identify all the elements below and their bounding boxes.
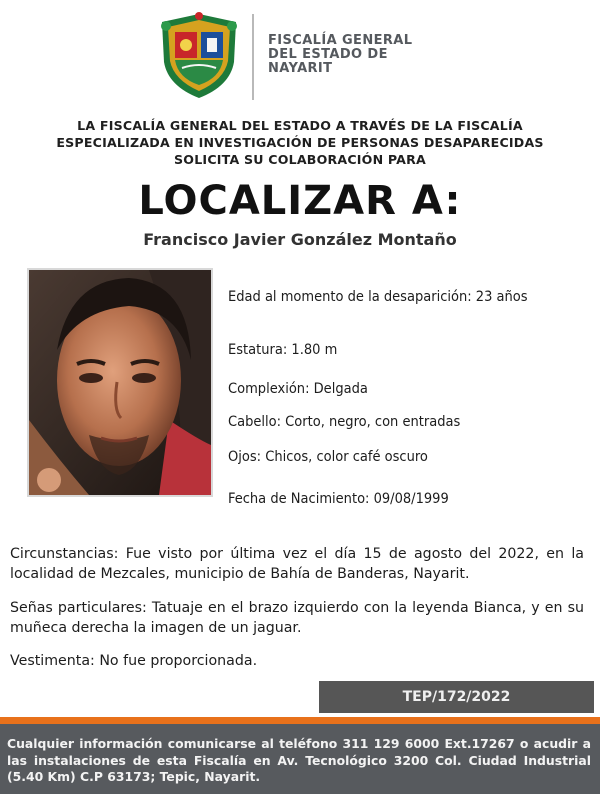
- agency-line: NAYARIT: [268, 61, 333, 76]
- intro-line: SOLICITA SU COLABORACIÓN PARA: [174, 152, 426, 167]
- case-number: TEP/172/2022: [319, 681, 594, 713]
- agency-line: FISCALÍA GENERAL: [268, 33, 413, 48]
- header-divider: [252, 14, 254, 100]
- intro-line: LA FISCALÍA GENERAL DEL ESTADO A TRAVÉS DE LA FISCALÍA: [77, 118, 523, 133]
- clothing: Vestimenta: No fue proporcionada.: [10, 653, 258, 669]
- fact-build: Complexión: Delgada: [228, 381, 368, 397]
- agency-line: DEL ESTADO DE: [268, 47, 388, 62]
- distinguishing-marks: Señas particulares: Tatuaje en el brazo izquierdo con la leyenda Bianca, y en su muñeca derecha la imagen de un jaguar.: [10, 600, 584, 636]
- header: [0, 0, 600, 110]
- fact-age: Edad al momento de la desaparición: 23 años: [228, 289, 528, 305]
- agency-name: [268, 34, 468, 76]
- intro-text: [0, 117, 600, 168]
- person-name: Francisco Javier González Montaño: [143, 230, 457, 249]
- contact-info: Cualquier información comunicarse al teléfono 311 129 6000 Ext.17267 o acudir a las instalaciones de esta Fiscalía en Av. Tecnológico 3200 Col. Ciudad Industrial (5.40 Km) C.P 63173; Tepic, Nayarit.: [7, 736, 591, 784]
- intro-line: ESPECIALIZADA EN INVESTIGACIÓN DE PERSONAS DESAPARECIDAS: [56, 135, 544, 150]
- fact-eyes: Ojos: Chicos, color café oscuro: [228, 449, 428, 465]
- fact-birth-date: Fecha de Nacimiento: 09/08/1999: [228, 491, 449, 507]
- fact-hair: Cabello: Corto, negro, con entradas: [228, 414, 461, 430]
- fact-height: Estatura: 1.80 m: [228, 342, 338, 358]
- circumstances: Circunstancias: Fue visto por última vez el día 15 de agosto del 2022, en la localidad de Mezcales, municipio de Bahía de Banderas, Nayarit.: [10, 546, 584, 582]
- state-seal-icon: [158, 12, 240, 100]
- accent-rule: [0, 717, 600, 724]
- person-photo: [27, 268, 213, 497]
- headline: LOCALIZAR A:: [138, 178, 462, 224]
- footer: [0, 724, 600, 794]
